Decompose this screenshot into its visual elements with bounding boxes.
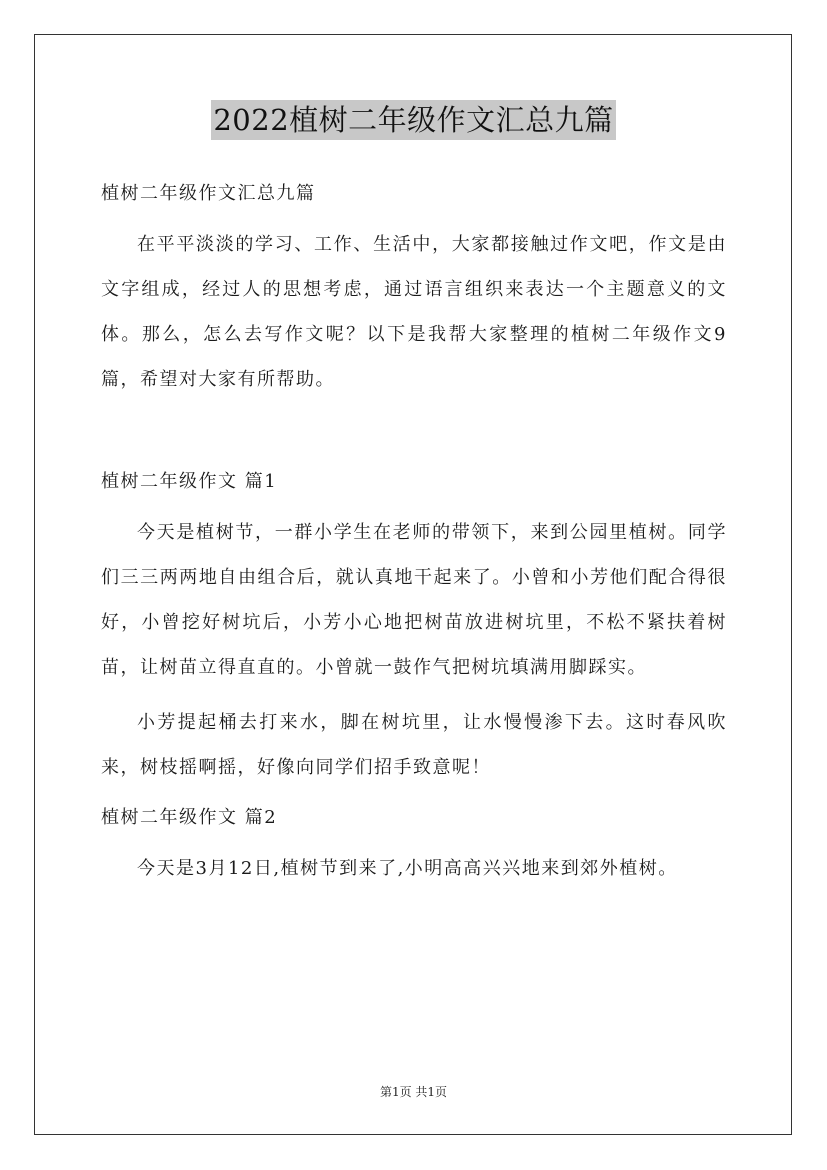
essay2-heading: 植树二年级作文 篇2 (101, 807, 278, 828)
subtitle: 植树二年级作文汇总九篇 (101, 183, 316, 204)
page-footer: 第1页 共1页 (379, 1085, 448, 1099)
essay1-heading: 植树二年级作文 篇1 (101, 471, 278, 492)
essay2-paragraph-1: 今天是3月12日,植树节到来了,小明高高兴兴地来到郊外植树。 (137, 858, 678, 879)
document-title: 2022植树二年级作文汇总九篇 (211, 100, 615, 140)
document-body (101, 176, 727, 891)
essay1-paragraph-2: 小芳提起桶去打来水，脚在树坑里，让水慢慢渗下去。这时春风吹来，树枝摇啊摇，好像向同学们招手致意呢！ (101, 712, 727, 778)
essay1-paragraph-1: 今天是植树节，一群小学生在老师的带领下，来到公园里植树。同学们三三两两地自由组合后，就认真地干起来了。小曾和小芳他们配合得很好，小曾挖好树坑后，小芳小心地把树苗放进树坑里，不松不紧扶着树苗，让树苗立得直直的。小曾就一鼓作气把树坑填满用脚踩实。 (101, 522, 727, 678)
intro-paragraph: 在平平淡淡的学习、工作、生活中，大家都接触过作文吧，作文是由文字组成，经过人的思想考虑，通过语言组织来表达一个主题意义的文体。那么，怎么去写作文呢？以下是我帮大家整理的植树二年级作文9篇，希望对大家有所帮助。 (101, 234, 727, 390)
title-container (0, 100, 827, 140)
